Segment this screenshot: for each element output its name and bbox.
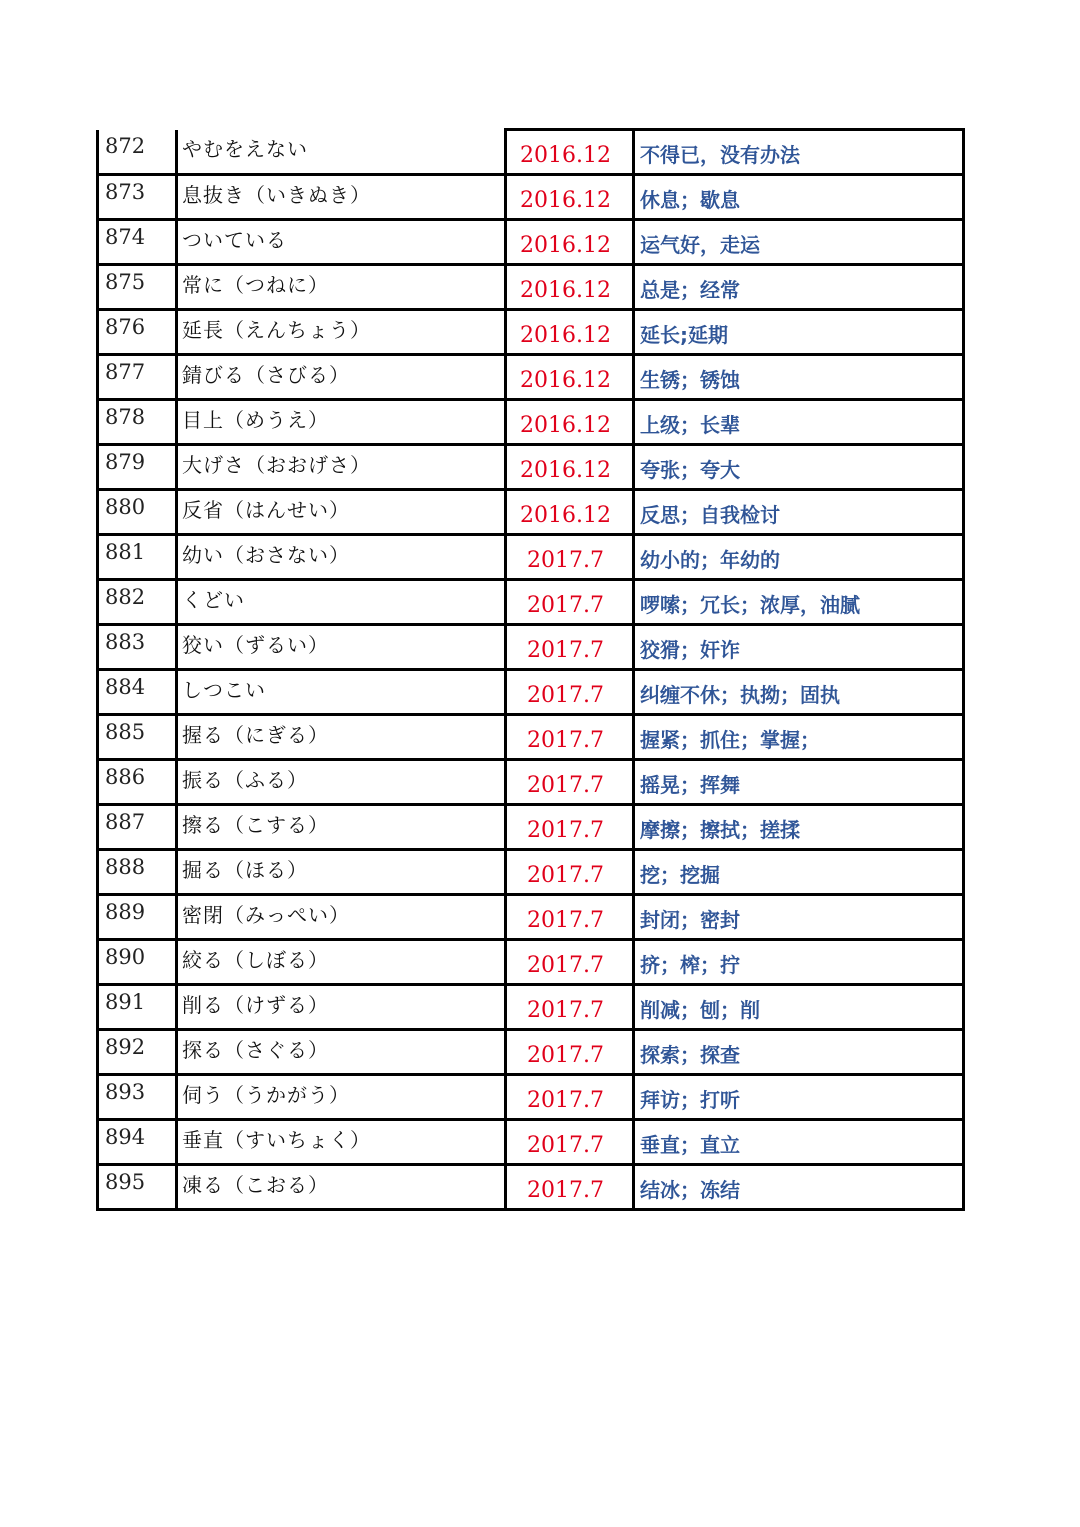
exam-date: 2017.7 (506, 850, 634, 895)
table-row (98, 580, 964, 625)
chinese-meaning: 休息；歇息 (634, 175, 964, 220)
entry-number: 895 (98, 1165, 177, 1210)
entry-number: 886 (98, 760, 177, 805)
exam-date: 2017.7 (506, 625, 634, 670)
exam-date: 2016.12 (506, 400, 634, 445)
table-row (98, 850, 964, 895)
entry-number: 873 (98, 175, 177, 220)
table-row (98, 535, 964, 580)
chinese-meaning: 垂直；直立 (634, 1120, 964, 1165)
exam-date: 2016.12 (506, 265, 634, 310)
japanese-word: 幼い（おさない） (177, 535, 506, 580)
japanese-word: 垂直（すいちょく） (177, 1120, 506, 1165)
japanese-word: くどい (177, 580, 506, 625)
chinese-meaning: 结冰；冻结 (634, 1165, 964, 1210)
table-row (98, 355, 964, 400)
entry-number: 883 (98, 625, 177, 670)
japanese-word: 掘る（ほる） (177, 850, 506, 895)
chinese-meaning: 生锈；锈蚀 (634, 355, 964, 400)
chinese-meaning: 上级；长辈 (634, 400, 964, 445)
entry-number: 881 (98, 535, 177, 580)
table-row (98, 940, 964, 985)
chinese-meaning: 幼小的；年幼的 (634, 535, 964, 580)
exam-date: 2016.12 (506, 445, 634, 490)
japanese-word: 狡い（ずるい） (177, 625, 506, 670)
entry-number: 885 (98, 715, 177, 760)
table-row (98, 985, 964, 1030)
chinese-meaning: 封闭；密封 (634, 895, 964, 940)
japanese-word: 擦る（こする） (177, 805, 506, 850)
entry-number: 891 (98, 985, 177, 1030)
japanese-word: 常に（つねに） (177, 265, 506, 310)
table-row (98, 760, 964, 805)
chinese-meaning: 总是；经常 (634, 265, 964, 310)
japanese-word: 握る（にぎる） (177, 715, 506, 760)
exam-date: 2016.12 (506, 355, 634, 400)
exam-date: 2017.7 (506, 985, 634, 1030)
japanese-word: 目上（めうえ） (177, 400, 506, 445)
exam-date: 2017.7 (506, 1120, 634, 1165)
chinese-meaning: 拜访；打听 (634, 1075, 964, 1120)
exam-date: 2016.12 (506, 130, 634, 175)
exam-date: 2016.12 (506, 175, 634, 220)
exam-date: 2017.7 (506, 940, 634, 985)
chinese-meaning: 反思；自我检讨 (634, 490, 964, 535)
vocabulary-table-body (98, 130, 964, 1210)
entry-number: 892 (98, 1030, 177, 1075)
japanese-word: 延長（えんちょう） (177, 310, 506, 355)
exam-date: 2017.7 (506, 895, 634, 940)
table-row (98, 895, 964, 940)
chinese-meaning: 延长;延期 (634, 310, 964, 355)
japanese-word: 密閉（みっぺい） (177, 895, 506, 940)
japanese-word: 大げさ（おおげさ） (177, 445, 506, 490)
chinese-meaning: 狡猾；奸诈 (634, 625, 964, 670)
exam-date: 2017.7 (506, 535, 634, 580)
japanese-word: 反省（はんせい） (177, 490, 506, 535)
exam-date: 2017.7 (506, 805, 634, 850)
exam-date: 2017.7 (506, 580, 634, 625)
japanese-word: 絞る（しぼる） (177, 940, 506, 985)
exam-date: 2017.7 (506, 670, 634, 715)
japanese-word: 探る（さぐる） (177, 1030, 506, 1075)
table-row (98, 715, 964, 760)
exam-date: 2017.7 (506, 1030, 634, 1075)
entry-number: 875 (98, 265, 177, 310)
exam-date: 2017.7 (506, 715, 634, 760)
exam-date: 2017.7 (506, 760, 634, 805)
chinese-meaning: 握紧；抓住；掌握； (634, 715, 964, 760)
entry-number: 884 (98, 670, 177, 715)
japanese-word: 息抜き（いきぬき） (177, 175, 506, 220)
table-row (98, 445, 964, 490)
entry-number: 888 (98, 850, 177, 895)
entry-number: 889 (98, 895, 177, 940)
table-row (98, 1030, 964, 1075)
chinese-meaning: 夸张；夸大 (634, 445, 964, 490)
entry-number: 880 (98, 490, 177, 535)
chinese-meaning: 削减；刨；削 (634, 985, 964, 1030)
japanese-word: 振る（ふる） (177, 760, 506, 805)
exam-date: 2016.12 (506, 220, 634, 265)
chinese-meaning: 纠缠不休；执拗；固执 (634, 670, 964, 715)
chinese-meaning: 啰嗦；冗长；浓厚，油腻 (634, 580, 964, 625)
exam-date: 2016.12 (506, 490, 634, 535)
table-row (98, 130, 964, 175)
entry-number: 877 (98, 355, 177, 400)
exam-date: 2016.12 (506, 310, 634, 355)
japanese-word: ついている (177, 220, 506, 265)
chinese-meaning: 挖；挖掘 (634, 850, 964, 895)
chinese-meaning: 挤；榨；拧 (634, 940, 964, 985)
entry-number: 879 (98, 445, 177, 490)
entry-number: 882 (98, 580, 177, 625)
table-row (98, 490, 964, 535)
vocabulary-table (96, 128, 965, 1211)
table-row (98, 310, 964, 355)
table-row (98, 400, 964, 445)
entry-number: 872 (98, 130, 177, 175)
japanese-word: 凍る（こおる） (177, 1165, 506, 1210)
entry-number: 876 (98, 310, 177, 355)
japanese-word: やむをえない (177, 130, 506, 175)
table-row (98, 1075, 964, 1120)
table-row (98, 265, 964, 310)
japanese-word: 削る（けずる） (177, 985, 506, 1030)
japanese-word: しつこい (177, 670, 506, 715)
table-row (98, 220, 964, 265)
table-row (98, 1165, 964, 1210)
chinese-meaning: 探索；探查 (634, 1030, 964, 1075)
chinese-meaning: 摩擦；擦拭；搓揉 (634, 805, 964, 850)
chinese-meaning: 运气好，走运 (634, 220, 964, 265)
exam-date: 2017.7 (506, 1075, 634, 1120)
table-row (98, 625, 964, 670)
entry-number: 894 (98, 1120, 177, 1165)
exam-date: 2017.7 (506, 1165, 634, 1210)
entry-number: 887 (98, 805, 177, 850)
entry-number: 890 (98, 940, 177, 985)
japanese-word: 錆びる（さびる） (177, 355, 506, 400)
entry-number: 874 (98, 220, 177, 265)
table-row (98, 1120, 964, 1165)
entry-number: 878 (98, 400, 177, 445)
entry-number: 893 (98, 1075, 177, 1120)
table-row (98, 805, 964, 850)
table-row (98, 175, 964, 220)
chinese-meaning: 摇晃；挥舞 (634, 760, 964, 805)
japanese-word: 伺う（うかがう） (177, 1075, 506, 1120)
chinese-meaning: 不得已，没有办法 (634, 130, 964, 175)
table-row (98, 670, 964, 715)
